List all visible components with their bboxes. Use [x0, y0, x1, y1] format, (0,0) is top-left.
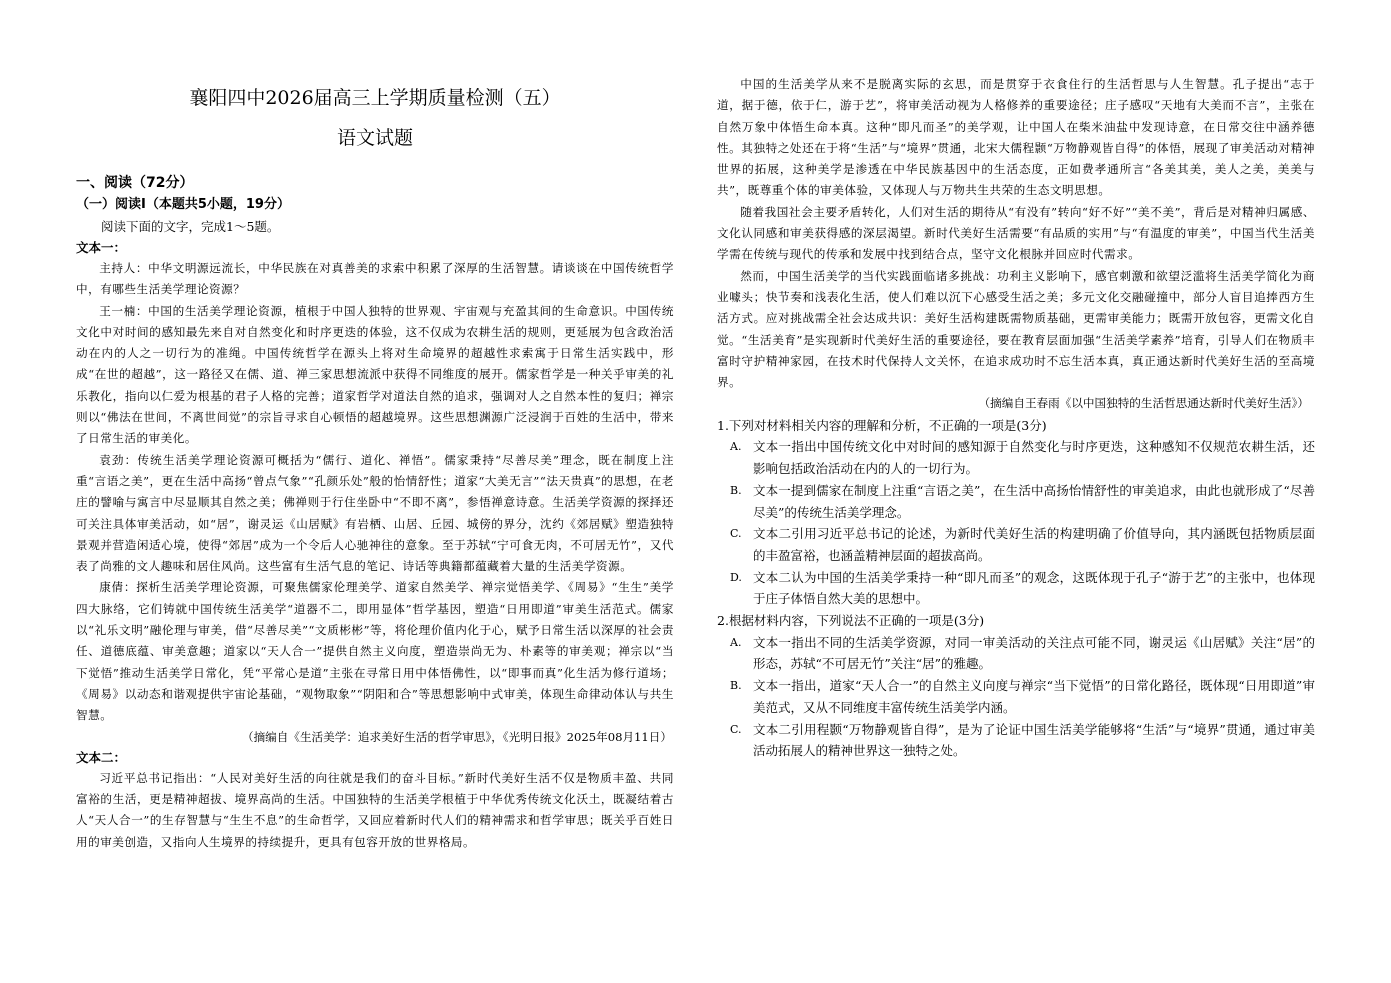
text1-label: 文本一： [76, 240, 127, 255]
instruction: 阅读下面的文字，完成1～5题。 [101, 219, 280, 234]
text2-source: （摘编自王春雨《以中国独特的生活哲思通达新时代美好生活》） [978, 396, 1309, 411]
text2-label: 文本二： [76, 749, 127, 765]
text2-paragraph: 然而，中国生活美学的当代实践面临诸多挑战：功利主义影响下，感官刺激和欲望泛滥将生活美学简化为商业噱头；快节奏和浅表化生活，使人们难以沉下心感受生活之美；多元文化交融碰撞中，部分人盲目追捧西方生活方式。应对挑战需全社会达成共识：美好生活构建既需物质基础，更需审美能力；既需开放包容，更需文化自觉。“生活美育”是实现新时代美好生活的重要途径，要在教育层面加强“生活美学素养”培育，引导人们在物质丰富时守护精神家园，在技术时代保持人文关怀，在追求成功时不忘生活本真，真正通达新时代美好生活的至高境界。 [717, 268, 1315, 390]
question-2 [717, 610, 1315, 762]
option-b: B. 文本一提到儒家在制度上注重“言语之美”，在生活中高扬怡情舒性的审美追求，由此也就形成了“尽善尽美”的传统生活美学理念。 [730, 482, 1315, 520]
question-stem: 1.下列对材料相关内容的理解和分析，不正确的一项是(3分) [717, 417, 1047, 433]
question-1 [717, 415, 1315, 610]
exam-subtitle: 语文试题 [336, 127, 413, 149]
option-c: C. 文本二引用习近平总书记的论述，为新时代美好生活的构建明确了价值导向，其内涵既包括物质层面的丰盈富裕，也涵盖精神层面的超拔高尚。 [730, 526, 1315, 563]
option-b: B. 文本一指出，道家“天人合一”的自然主义向度与禅宗“当下觉悟”的日常化路径，既体现“日用即道”审美范式，又从不同维度丰富传统生活美学内涵。 [730, 678, 1315, 715]
question-stem: 2.根据材料内容，下列说法不正确的一项是(3分) [717, 613, 985, 629]
right-column [717, 74, 1315, 762]
option-c: C. 文本二引用程颢“万物静观皆自得”，是为了论证中国生活美学能够将“生活”与“境界”贯通，通过审美活动拓展人的精神世界这一独特之处。 [730, 721, 1315, 759]
sub-section-heading: （一）阅读Ⅰ（本题共5小题，19分） [76, 197, 290, 212]
left-column [76, 0, 674, 853]
option-d: D. 文本二认为中国的生活美学秉持一种“即凡而圣”的观念，这既体现于孔子“游于艺”的主张中，也体现于庄子体悟自然大美的思想中。 [730, 569, 1315, 607]
text1-paragraph: 王一楠：中国的生活美学理论资源，植根于中国人独特的世界观、宇宙观与充盈其间的生命意识。中国传统文化中对时间的感知最先来自对自然变化和时序更迭的体验，这不仅成为农耕生活的规则，更延展为包含政治活动在内的人之一切行为的准绳。中国传统哲学在源头上将对生命境界的超越性求索寓于日常生活实践中，形成“在世的超越”，这一路径又在儒、道、禅三家思想流派中获得不同维度的展开。儒家哲学是一种关乎审美的礼乐教化，指向以仁爱为根基的君子人格的完善；道家哲学对道法自然的追求，强调对人之自然本性的复归；禅宗则以“佛法在世间，不离世间觉”的宗旨寻求自心顿悟的超越境界。这些思想渊源广泛浸润于百姓的生活中，带来了日常生活的审美化。 [76, 303, 674, 446]
text2-paragraph: 随着我国社会主要矛盾转化，人们对生活的期待从“有没有”转向“好不好”“美不美”，背后是对精神归属感、文化认同感和审美获得感的深层渴望。新时代美好生活需要“有品质的实用”与“有温度的审美”，中国当代生活美学需在传统与现代的传承和发展中找到结合点，坚守文化根脉并回应时代需求。 [717, 204, 1315, 262]
exam-title: 襄阳四中2026届高三上学期质量检测（五） [189, 87, 561, 109]
text1-source: （摘编自《生活美学：追求美好生活的哲学审思》，《光明日报》2025年08月11日） [241, 729, 672, 744]
option-a: A. 文本一指出中国传统文化中对时间的感知源于自然变化与时序更迭，这种感知不仅规范农耕生活，还影响包括政治活动在内的人的一切行为。 [730, 439, 1315, 477]
text2-paragraph-1: 习近平总书记指出：“人民对美好生活的向往就是我们的奋斗目标。”新时代美好生活不仅是物质丰盈、共同富裕的生活，更是精神超拔、境界高尚的生活。中国独特的生活美学根植于中华优秀传统文化沃土，既凝结着古人“天人合一”的生存智慧与“生生不息”的生命哲学，又回应着新时代人们的精神需求和哲学审思；既关乎百姓日用的审美创造，又指向人生境界的持续提升，更具有包容开放的世界格局。 [76, 770, 674, 849]
option-a: A. 文本一指出不同的生活美学资源，对同一审美活动的关注点可能不同，谢灵运《山居赋》关注“居”的形态，苏轼“不可居无竹”关注“居”的雅趣。 [730, 634, 1315, 672]
text1-paragraph: 主持人：中华文明源远流长，中华民族在对真善美的求索中积累了深厚的生活智慧。请谈谈在中国传统哲学中，有哪些生活美学理论资源？ [76, 261, 674, 297]
text1-paragraph: 袁劲：传统生活美学理论资源可概括为“儒行、道化、禅悟”。儒家秉持“尽善尽美”理念，既在制度上注重“言语之美”，更在生活中高扬“曾点气象”“孔颜乐处”般的怡情舒性；道家“大美无言”“法天贵真”的思想，在老庄的譬喻与寓言中尽显顺其自然之美；佛禅则于行住坐卧中“不即不离”，参悟禅意诗意。生活美学资源的探择还可关注具体审美活动，如“居”，谢灵运《山居赋》有岩栖、山居、丘园、城傍的界分，沈约《郊居赋》塑造独特景观并营造闲适心境，使得“郊居”成为一个令后人心驰神往的意象。至于苏轼“宁可食无肉，不可居无竹”，又代表了尚雅的文人趣味和居住风尚。这些富有生活气息的笔记、诗话等典籍都蕴藏着大量的生活美学资源。 [76, 452, 674, 574]
text2-paragraph: 中国的生活美学从来不是脱离实际的玄思，而是贯穿于衣食住行的生活哲思与人生智慧。孔子提出“志于道，据于德，依于仁，游于艺”，将审美活动视为人格修养的重要途径；庄子感叹“天地有大美而不言”，主张在自然万象中体悟生命本真。这种“即凡而圣”的美学观，让中国人在柴米油盐中发现诗意，在日常交往中涵养德性。其独特之处还在于将“生活”与“境界”贯通，北宋大儒程颢“万物静观皆自得”的体悟，展现了审美活动对精神世界的拓展，这种美学是渗透在中华民族基因中的生活态度，正如费孝通所言“各美其美，美人之美，美美与共”，既尊重个体的审美体验，又体现人与万物共生共荣的生态文明思想。 [717, 77, 1315, 198]
section-heading: 一、阅读（72分） [76, 175, 194, 191]
text1-paragraph: 康倩：探析生活美学理论资源，可聚焦儒家伦理美学、道家自然美学、禅宗觉悟美学、《周易》“生生”美学四大脉络，它们铸就中国传统生活美学“道器不二，即用显体”哲学基因，塑造“日用即道”审美生活范式。儒家以“礼乐文明”融伦理与审美，借“尽善尽美”“文质彬彬”等，将伦理价值内化于心，赋予日常生活以深厚的社会责任、道德底蕴、审美意趣；道家以“天人合一”提供自然主义向度，塑造崇尚无为、朴素等的审美观；禅宗以“当下觉悟”推动生活美学日常化，凭“平常心是道”主张在寻常日用中体悟佛性，以“即事而真”化生活为修行道场；《周易》以动态和谐观提供宇宙论基础，“观物取象”“阴阳和合”等思想影响中式审美，体现生命律动体认与共生智慧。 [76, 580, 674, 723]
